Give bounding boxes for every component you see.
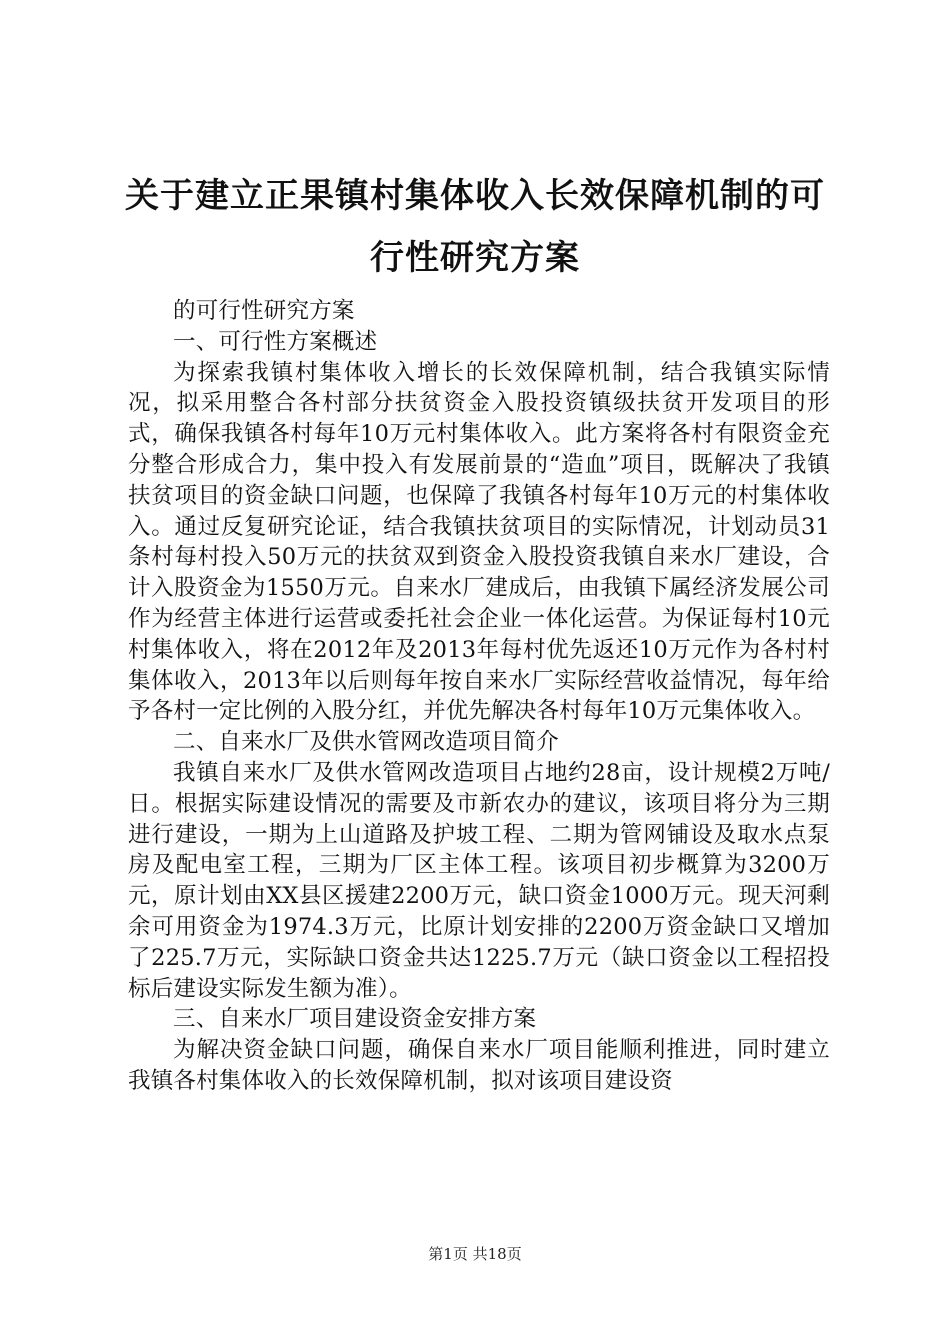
- section-heading-1: 一、可行性方案概述: [173, 328, 378, 355]
- section-heading-3: 三、自来水厂项目建设资金安排方案: [173, 1006, 537, 1033]
- document-title-line-2: 行性研究方案: [370, 238, 580, 278]
- document-body: [128, 296, 830, 1097]
- page-footer: 第1页 共18页: [428, 1245, 522, 1263]
- body-paragraph-1: 为探索我镇村集体收入增长的长效保障机制，结合我镇实际情况，拟采用整合各村部分扶贫资金入股投资镇级扶贫开发项目的形式，确保我镇各村每年10万元村集体收入。此方案将各村有限资金充分整合形成合力，集中投入有发展前景的“造血”项目，既解决了我镇扶贫项目的资金缺口问题，也保障了我镇各村每年10万元的村集体收入。通过反复研究论证，结合我镇扶贫项目的实际情况，计划动员31条村每村投入50万元的扶贫双到资金入股投资我镇自来水厂建设，合计入股资金为1550万元。自来水厂建成后，由我镇下属经济发展公司作为经营主体进行运营或委托社会企业一体化运营。为保证每村10元村集体收入，将在2012年及2013年每村优先返还10万元作为各村村集体收入，2013年以后则每年按自来水厂实际经营收益情况，每年给予各村一定比例的入股分红，并优先解决各村每年10万元集体收入。: [128, 359, 830, 725]
- body-paragraph-3: 为解决资金缺口问题，确保自来水厂项目能顺利推进，同时建立我镇各村集体收入的长效保障机制，拟对该项目建设资: [128, 1037, 830, 1094]
- body-paragraph-2: 我镇自来水厂及供水管网改造项目占地约28亩，设计规模2万吨/日。根据实际建设情况的需要及市新农办的建议，该项目将分为三期进行建设，一期为上山道路及护坡工程、二期为管网铺设及取水点泵房及配电室工程，三期为厂区主体工程。该项目初步概算为3200万元，原计划由XX县区援建2200万元，缺口资金1000万元。现天河剩余可用资金为1974.3万元，比原计划安排的2200万资金缺口又增加了225.7万元，实际缺口资金共达1225.7万元（缺口资金以工程招投标后建设实际发生额为准）。: [128, 759, 830, 1002]
- section-heading-2: 二、自来水厂及供水管网改造项目简介: [173, 729, 559, 756]
- document-title-line-1: 关于建立正果镇村集体收入长效保障机制的可: [125, 176, 825, 216]
- subtitle-paragraph: 的可行性研究方案: [173, 298, 355, 324]
